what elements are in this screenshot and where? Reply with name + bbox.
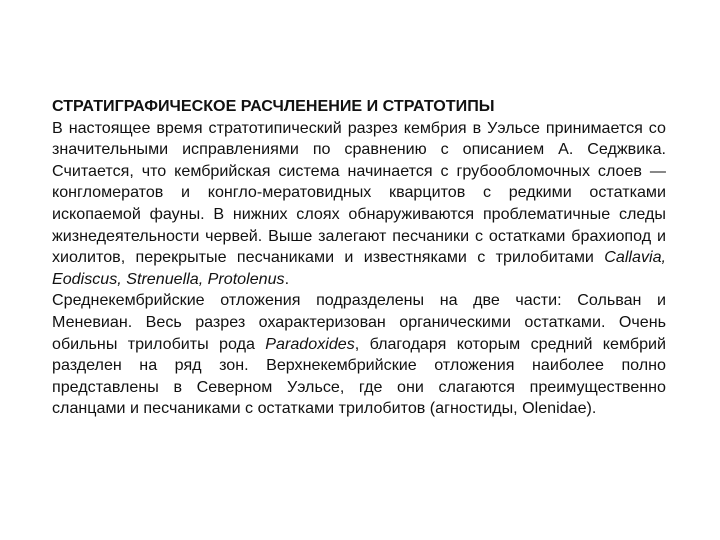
document-body: [52, 96, 666, 420]
paradoxides-genus: Paradoxides: [265, 334, 355, 353]
paragraph-text-end: .: [284, 269, 290, 288]
paragraph-text-end: , благодаря которым средний кембрий разделен на ряд зон. Верхнекембрийские отложения наиболее полно представлены в Северном Уэльсе, где они слагаются преимущественно сланцами и песчаниками с остатками трилобитов (агностиды, Olenidae).: [52, 334, 666, 418]
paragraph-cambrian-stratotype: [52, 118, 666, 291]
trilobite-genera: Callavia, Eodiscus, Strenuella, Protolenus: [52, 248, 666, 288]
paragraph-text: Среднекембрийские отложения подразделены на две части: Сольван и Меневиан. Весь разрез охарактеризован органическими остатками. Очень обильны трилобиты рода: [52, 291, 666, 353]
paragraph-middle-upper-cambrian: [52, 290, 666, 420]
document-title: СТРАТИГРАФИЧЕСКОЕ РАСЧЛЕНЕНИЕ И СТРАТОТИПЫ: [52, 97, 495, 115]
paragraph-text: В настоящее время стратотипический разрез кембрия в Уэльсе принимается со значительными исправлениями по сравнению с описанием А. Седжвика. Считается, что кембрийская система начинается с грубообломочных слоев — конгломератов и конгло-мератовидных кварцитов с редкими остатками ископаемой фауны. В нижних слоях обнаруживаются проблематичные следы жизнедеятельности червей. Выше залегают песчаники с остатками брахиопод и хиолитов, перекрытые песчаниками и известняками с трилобитами: [52, 118, 666, 267]
